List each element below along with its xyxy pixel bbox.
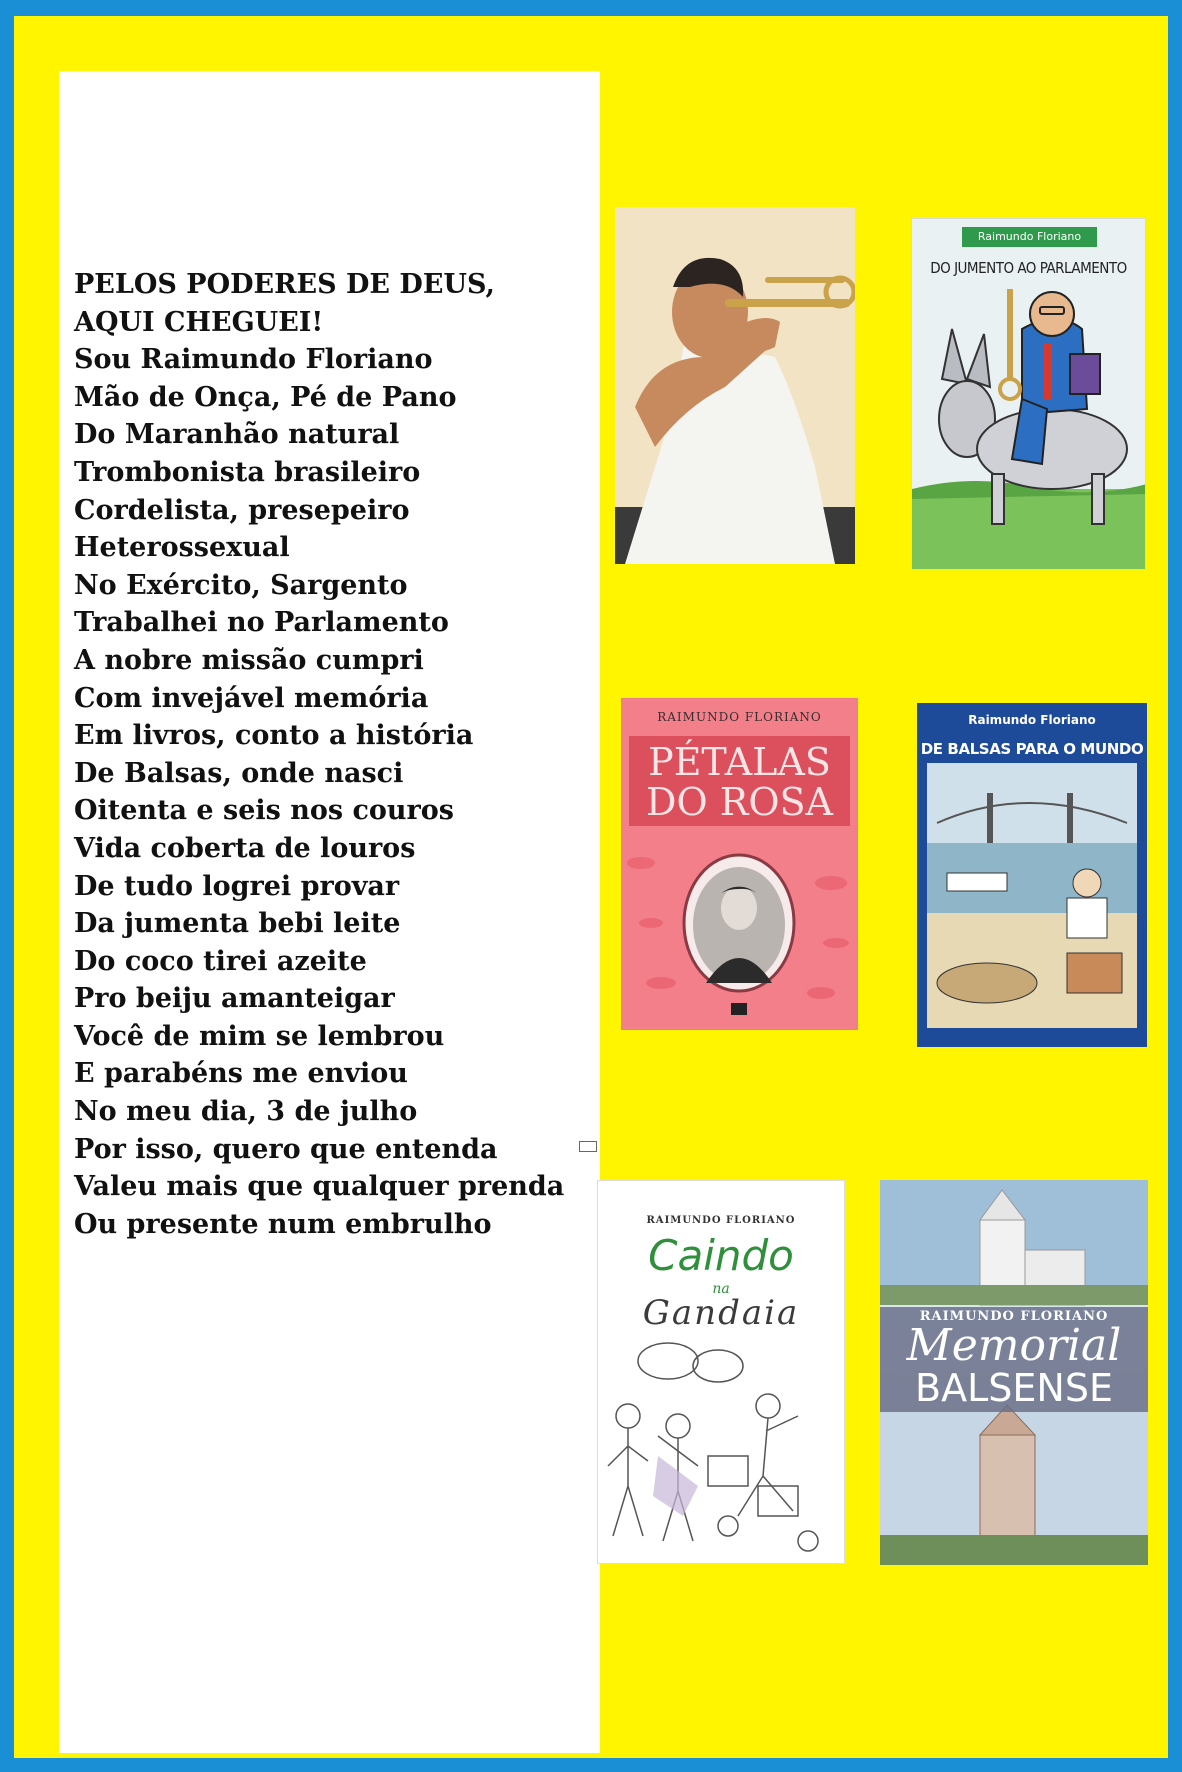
poem-title-line: PELOS PODERES DE DEUS, [74,269,495,300]
verse-line: Trabalhei no Parlamento [74,607,449,639]
verse-line: Em livros, conto a história [74,720,474,752]
portrait-illustration [621,833,858,1030]
trombonist-photo-art [615,207,855,564]
verse-line: Com invejável memória [74,682,429,714]
book-author: Raimundo Floriano [962,227,1097,247]
verse-line: Heterossexual [74,532,290,564]
verse-line: Trombonista brasileiro [74,456,421,488]
verse-line: A nobre missão cumpri [74,644,424,676]
stanza-2 [74,567,604,793]
trombonist-photo [615,207,855,564]
book-title [621,742,858,822]
verse-line: Da jumenta bebi leite [74,908,401,940]
book-author: RAIMUNDO FLORIANO [657,710,822,724]
verse-line: Pro beiju amanteigar [74,983,395,1015]
book-cover-do-jumento [911,218,1146,570]
book-title: DO JUMENTO AO PARLAMENTO [930,259,1127,277]
river-illustration [927,763,1137,1028]
verse-line: Mão de Onça, Pé de Pano [74,381,457,413]
book-cover-petalas-do-rosa [621,698,858,1030]
verse-line: Você de mim se lembrou [74,1020,445,1052]
book-cover-memorial-balsense [880,1180,1148,1565]
book-author: RAIMUNDO FLORIANO [646,1215,796,1226]
verse-line: De Balsas, onde nasci [74,757,404,789]
verse-line: Valeu mais que qualquer prenda [74,1171,565,1203]
verse-line: Sou Raimundo Floriano [74,344,433,376]
verse-line: Do Maranhão natural [74,419,400,451]
poem [74,266,604,1243]
verse-line: Por isso, quero que entenda [74,1133,498,1165]
book-title: DE BALSAS PARA O MUNDO [920,740,1144,758]
donkey-rider-illustration [912,289,1146,570]
stanza-4 [74,1018,604,1244]
book-title-na: na [712,1281,730,1297]
stanza-1 [74,341,604,567]
book-title: Memorial [906,1320,1122,1371]
verse-line: E parabéns me enviou [74,1058,408,1090]
dancing-crowd-illustration [598,1336,845,1564]
book-title-line: DO ROSA [646,780,833,824]
verse-line: Do coco tirei azeite [74,945,367,977]
verse-line: Oitenta e seis nos couros [74,795,454,827]
verse-line: Cordelista, presepeiro [74,494,410,526]
page-frame [14,16,1168,1758]
book-author: Raimundo Floriano [968,713,1096,727]
book-cover-de-balsas [917,703,1147,1047]
verse-line: No Exército, Sargento [74,569,408,601]
book-title-end: Gandaia [642,1293,800,1333]
verse-line: De tudo logrei provar [74,870,400,902]
book-cover-caindo-na-gandaia [597,1180,845,1564]
stanza-3 [74,792,604,1018]
poem-title-line: AQUI CHEGUEI! [74,306,324,338]
resize-handle[interactable] [579,1141,597,1152]
verse-line: No meu dia, 3 de julho [74,1096,418,1128]
verse-line: Vida coberta de louros [74,832,416,864]
book-author: RAIMUNDO FLORIANO [919,1309,1109,1324]
verse-line: Ou presente num embrulho [74,1208,492,1240]
poem-title [74,266,604,341]
book-title-line: PÉTALAS [648,740,831,784]
book-title: Caindo [648,1231,794,1280]
book-subtitle: BALSENSE [915,1366,1113,1410]
poem-panel [59,71,600,1753]
